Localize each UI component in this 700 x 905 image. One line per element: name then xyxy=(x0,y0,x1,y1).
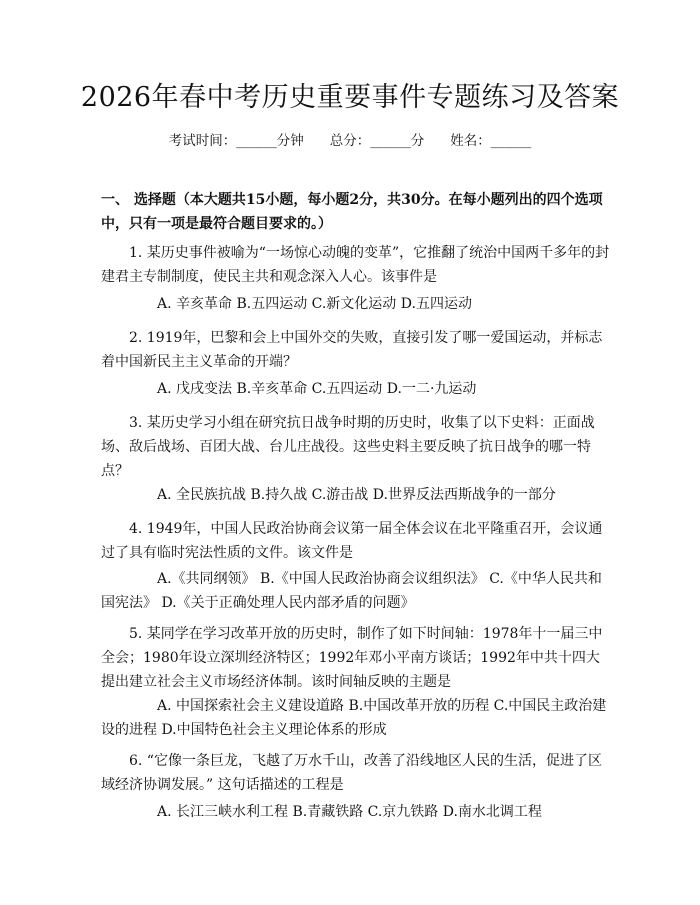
question-3-options: A. 全民族抗战 B.持久战 C.游击战 D.世界反法西斯战争的一部分 xyxy=(157,487,556,503)
question-6-options: A. 长江三峡水利工程 B.青藏铁路 C.京九铁路 D.南水北调工程 xyxy=(157,804,542,820)
total-score-field: 总分：______分 xyxy=(329,133,425,149)
question-1-options: A. 辛亥革命 B.五四运动 C.新文化运动 D.五四运动 xyxy=(157,296,472,312)
question-4-options: A.《共同纲领》 B.《中国人民政治协商会议组织法》 C.《中华人民共和国宪法》 D.《关于正确处理人民内部矛盾的问题》 xyxy=(101,571,602,611)
question-2-stem: 2. 1919年，巴黎和会上中国外交的失败，直接引发了哪一爱国运动，并标志着中国新民主主义革命的开端？ xyxy=(101,330,603,370)
student-name-field: 姓名：______ xyxy=(450,133,532,149)
question-3-stem: 3. 某历史学习小组在研究抗日战争时期的历史时，收集了以下史料：正面战场、敌后战场、百团大战、台儿庄战役。这些史料主要反映了抗日战争的哪一特点？ xyxy=(101,415,595,479)
question-5-stem: 5. 某同学在学习改革开放的历史时，制作了如下时间轴：1978年十一届三中全会；1980年设立深圳经济特区；1992年邓小平南方谈话；1992年中共十四大提出建立社会主义市场经济体制。该时间轴反映的主题是 xyxy=(101,626,603,690)
exam-time-field: 考试时间：______分钟 xyxy=(168,133,304,149)
question-2-options: A. 戊戌变法 B.辛亥革命 C.五四运动 D.一二·九运动 xyxy=(157,381,477,397)
question-1-stem: 1. 某历史事件被喻为“一场惊心动魄的变革”，它推翻了统治中国两千多年的封建君主专制制度，使民主共和观念深入人心。该事件是 xyxy=(101,245,610,285)
question-5-options: A. 中国探索社会主义建设道路 B.中国改革开放的历程 C.中国民主政治建设的进程 D.中国特色社会主义理论体系的形成 xyxy=(101,698,607,738)
question-6-stem: 6. “它像一条巨龙，飞越了万水千山，改善了沿线地区人民的生活，促进了区域经济协调发展。” 这句话描述的工程是 xyxy=(101,753,602,793)
exam-meta xyxy=(0,131,700,151)
section-heading: 一、 选择题（本大题共15小题，每小题2分，共30分。在每小题列出的四个选项中，只有一项是最符合题目要求的。） xyxy=(101,192,603,232)
page-title: 2026年春中考历史重要事件专题练习及答案 xyxy=(80,82,620,113)
question-4-stem: 4. 1949年，中国人民政治协商会议第一届全体会议在北平隆重召开，会议通过了具有临时宪法性质的文件。该文件是 xyxy=(101,521,603,561)
